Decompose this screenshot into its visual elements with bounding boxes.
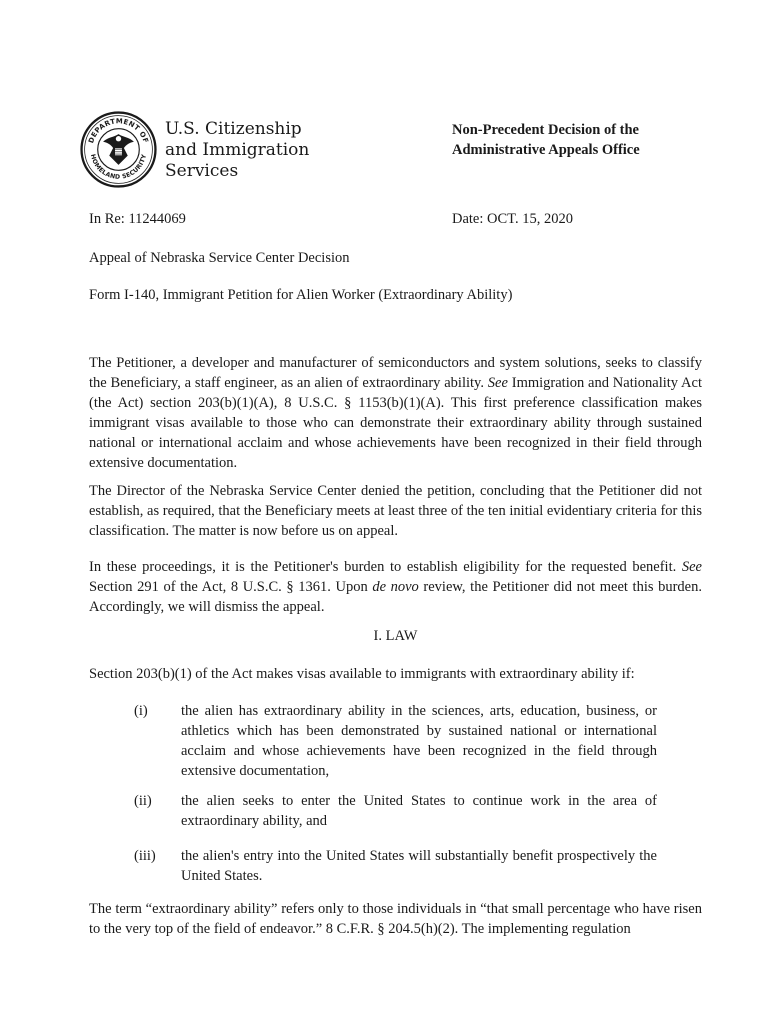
p3-text-b: Section 291 of the Act, 8 U.S.C. § 1361. Upon xyxy=(89,579,373,595)
dhs-seal-icon xyxy=(80,111,157,188)
item-text: the alien has extraordinary ability in the sciences, arts, education, business, or athletics which has been demonstrated by sustained national or international acclaim and whose achievements have been recognized in the field through extensive documentation, xyxy=(181,703,657,779)
p3-de-novo: de novo xyxy=(372,579,419,595)
in-re: In Re: 11244069 xyxy=(89,211,186,227)
decision-date: Date: OCT. 15, 2020 xyxy=(452,211,573,227)
paragraph-1 xyxy=(89,353,702,473)
item-number: (iii) xyxy=(134,848,156,864)
section-heading: I. LAW xyxy=(373,628,418,644)
agency-line-1: U.S. Citizenship xyxy=(165,119,302,139)
p1-text-b: Immigration and Nationality Act (the Act) section 203(b)(1)(A), 8 U.S.C. § 1153(b)(1)(A). This first preference classification makes immigrant visas available to those who can demonstrate their extraordinary ability through sustained national or international acclaim and whose achievements have been recognized in their field through extensive documentation. xyxy=(89,375,702,471)
item-text: the alien seeks to enter the United States to continue work in the area of extraordinary ability, and xyxy=(181,793,657,829)
appeal-line: Appeal of Nebraska Service Center Decision xyxy=(89,250,350,266)
agency-line-3: Services xyxy=(165,161,239,181)
seal-text-top: DEPARTMENT OF xyxy=(87,117,150,145)
decision-type xyxy=(452,120,640,160)
item-text: the alien's entry into the United States will substantially benefit prospectively the United States. xyxy=(181,848,657,884)
law-intro: Section 203(b)(1) of the Act makes visas available to immigrants with extraordinary ability if: xyxy=(89,666,635,682)
p3-see: See xyxy=(681,559,702,575)
seal-text-bottom: HOMELAND SECURITY xyxy=(88,153,149,181)
form-line: Form I-140, Immigrant Petition for Alien Worker (Extraordinary Ability) xyxy=(89,287,513,303)
agency-name xyxy=(165,119,309,182)
p1-text-a: The Petitioner, a developer and manufacturer of semiconductors and system solutions, seeks to classify the Beneficiary, a staff engineer, as an alien of extraordinary ability. xyxy=(89,355,702,391)
decision-line-1: Non-Precedent Decision of the xyxy=(452,122,639,138)
paragraph-2: The Director of the Nebraska Service Center denied the petition, concluding that the Petitioner did not establish, as required, that the Beneficiary meets at least three of the ten initial evidentiary criteria for this classification. The matter is now before us on appeal. xyxy=(89,483,702,539)
decision-line-2: Administrative Appeals Office xyxy=(452,142,640,158)
paragraph-last: The term “extraordinary ability” refers only to those individuals in “that small percentage who have risen to the very top of the field of endeavor.” 8 C.F.R. § 204.5(h)(2). The implementing regulation xyxy=(89,901,702,937)
item-number: (ii) xyxy=(134,793,152,809)
paragraph-3 xyxy=(89,557,702,617)
p1-see: See xyxy=(487,375,508,391)
agency-line-2: and Immigration xyxy=(165,140,310,160)
item-number: (i) xyxy=(134,703,148,719)
p3-text-a: In these proceedings, it is the Petitioner's burden to establish eligibility for the requested benefit. xyxy=(89,559,682,575)
p3-text-c: review, the Petitioner did not meet this burden. Accordingly, we will dismiss the appeal. xyxy=(89,579,702,615)
